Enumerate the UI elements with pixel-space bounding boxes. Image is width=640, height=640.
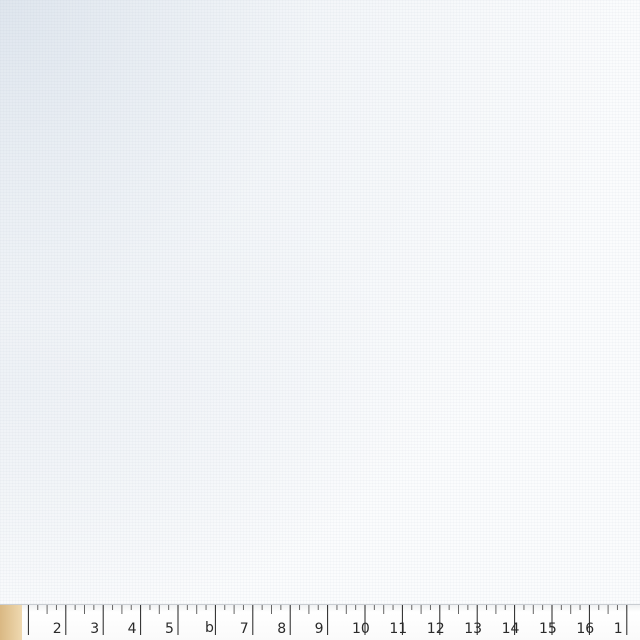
ruler-tick-label: 11: [389, 621, 408, 637]
ruler-tick-label: 10: [352, 621, 370, 637]
ruler-tick-label: 1: [613, 621, 623, 637]
ruler-tick-label: 2: [52, 621, 62, 637]
ruler-tick-label: 16: [576, 621, 595, 637]
ruler-tick-label: 5: [165, 621, 174, 637]
measuring-ruler: [0, 604, 640, 640]
ruler-tick-label: 9: [314, 621, 324, 637]
ruler-tick-label: 12: [426, 621, 445, 637]
ruler-tick-label: 13: [464, 621, 483, 637]
ruler-tick-label: 4: [127, 621, 137, 637]
ruler-tick-label: 14: [501, 621, 520, 637]
ruler-scale: [0, 605, 640, 640]
ruler-tick-label: 7: [239, 621, 249, 637]
ruler-tick-label: 15: [539, 621, 557, 637]
ruler-tick-label: 8: [277, 621, 287, 637]
ruler-unit-mark: b: [205, 620, 214, 636]
ruler-tick-label: 3: [90, 621, 100, 637]
